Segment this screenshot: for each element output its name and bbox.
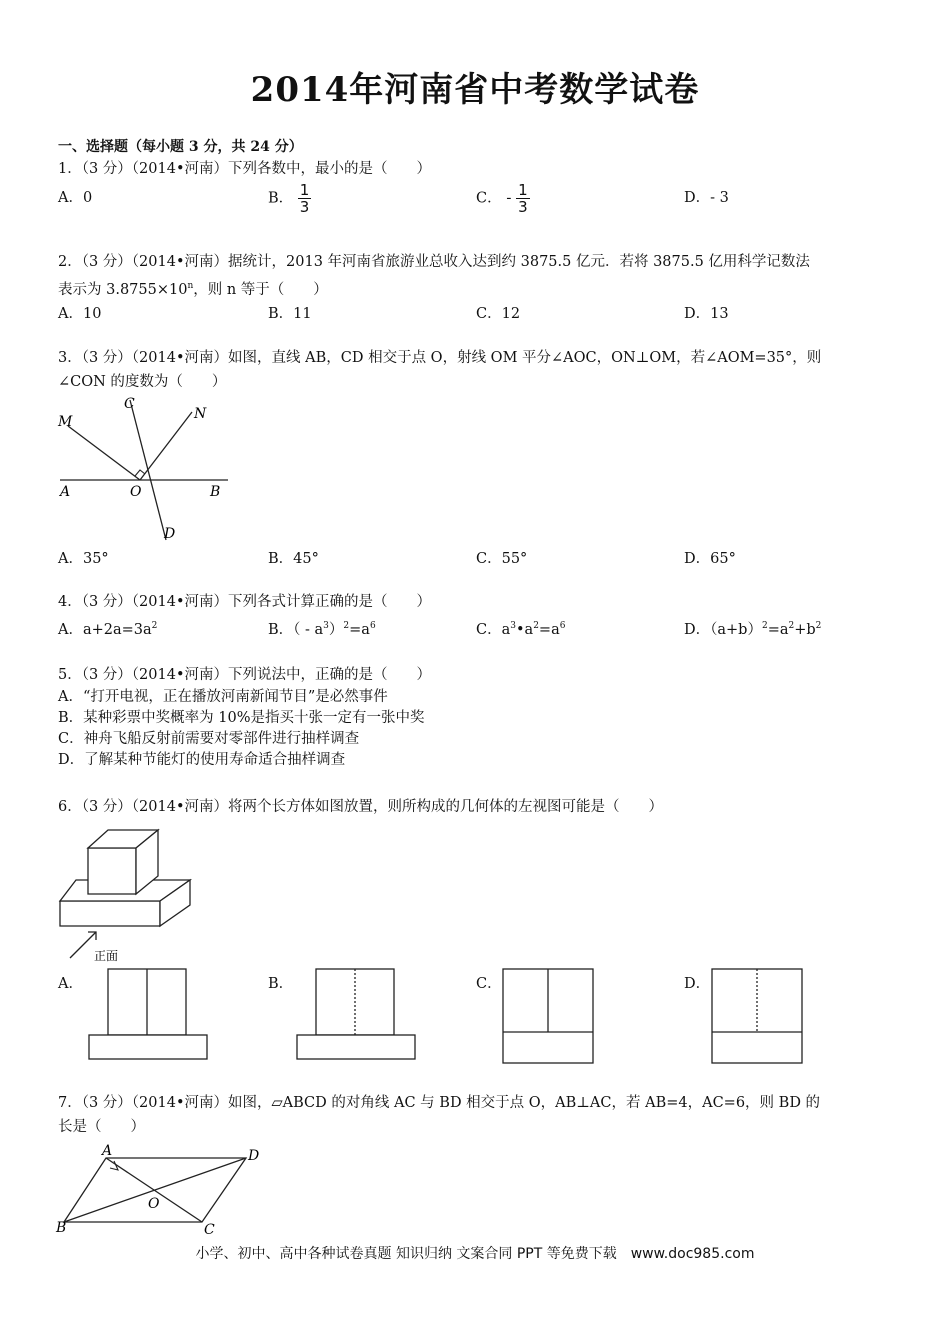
- q3-line2: ∠CON 的度数为（ ）: [58, 374, 227, 390]
- q1-c-num: 1: [518, 181, 528, 199]
- q4-c-pre: C．a: [476, 622, 511, 638]
- q3-option-c: C．55°: [476, 551, 528, 567]
- q6-option-b-label: B．: [268, 976, 294, 992]
- q1-c-label: C．: [476, 190, 502, 207]
- q1-c-den: 3: [518, 198, 528, 216]
- q7-line2: 长是（ ）: [58, 1119, 145, 1135]
- q6-option-b-figure: [294, 966, 418, 1062]
- q1-b-fraction: [298, 182, 312, 215]
- q4-c-sup1: 3: [510, 621, 516, 632]
- q2-line2: [58, 275, 328, 301]
- q4-a-sup: 2: [151, 621, 158, 632]
- q3-line1: 3．（3 分）（2014•河南）如图，直线 AB，CD 相交于点 O，射线 OM 平分∠AOC，ON⊥OM，若∠AOM=35°，则: [58, 350, 822, 366]
- q1-b-label: B．: [268, 190, 294, 207]
- front-view-label: 正面: [94, 949, 119, 963]
- label-d: D: [164, 526, 176, 542]
- q4-stem: 4．（3 分）（2014•河南）下列各式计算正确的是（ ）: [58, 594, 432, 610]
- q3-option-d: D．65°: [684, 551, 736, 567]
- q4-a-text: A．a+2a=3a: [58, 622, 152, 638]
- q2-line1: 2．（3 分）（2014•河南）据统计，2013 年河南省旅游业总收入达到约 3875.5 亿元．若将 3875.5 亿用科学记数法: [58, 254, 810, 270]
- label-d: D: [248, 1148, 260, 1164]
- label-c: C: [124, 396, 135, 412]
- label-a: A: [60, 484, 71, 500]
- q6-option-d-label: D．: [684, 976, 711, 992]
- q7-parallelogram-figure: [52, 1142, 272, 1236]
- label-b: B: [56, 1220, 67, 1236]
- q2-option-b: B．11: [268, 306, 312, 322]
- q6-stem: 6．（3 分）（2014•河南）将两个长方体如图放置，则所构成的几何体的左视图可能是（ ）: [58, 799, 664, 815]
- q1-option-b: [268, 182, 311, 215]
- q4-b-sup3: 6: [369, 621, 376, 632]
- q4-option-d: [684, 618, 821, 639]
- ray-on: [140, 412, 192, 480]
- q6-option-c-figure: [500, 966, 596, 1066]
- q6-option-a-label: A．: [58, 976, 83, 992]
- q3-angle-figure: [52, 392, 232, 548]
- q1-option-a: [58, 186, 92, 207]
- label-c: C: [204, 1222, 215, 1236]
- q5-option-c: C．神舟飞船反射前需要对零部件进行抽样调查: [58, 731, 360, 747]
- page-title: 2014年河南省中考数学试卷: [250, 70, 700, 110]
- q1-b-num: 1: [299, 181, 310, 199]
- q1-a-label: A．: [58, 190, 83, 206]
- q6-option-c-label: C．: [476, 976, 502, 992]
- label-a: A: [102, 1143, 113, 1159]
- q4-d-mid: =a: [767, 622, 789, 638]
- footer-watermark: 小学、初中、高中各种试卷真题 知识归纳 文案合同 PPT 等免费下载 www.doc985.com: [195, 1246, 755, 1262]
- q1-d-label: D．: [684, 190, 711, 206]
- q2-option-c: C．12: [476, 306, 521, 322]
- q2-option-d: D．13: [684, 306, 729, 322]
- label-n: N: [194, 406, 207, 422]
- q4-b-sup1: 3: [323, 621, 329, 632]
- q4-option-a: [58, 618, 157, 639]
- label-m: M: [58, 414, 73, 430]
- q4-c-mid: •a: [515, 622, 534, 638]
- q2-line2-pre: 表示为 3.8755×10: [58, 281, 188, 298]
- q1-d-value: - 3: [710, 190, 729, 206]
- q4-b-sup2: 2: [343, 621, 350, 632]
- q4-c-mid2: =a: [538, 622, 560, 638]
- q5-option-a: A．“打开电视，正在播放河南新闻节目”是必然事件: [58, 689, 388, 705]
- q4-d-sup1: 2: [761, 621, 768, 632]
- q1-option-d: [684, 186, 729, 207]
- q3-option-b: B．45°: [268, 551, 319, 567]
- q4-b-mid: ）: [328, 622, 344, 638]
- q3-option-a: A．35°: [58, 551, 109, 567]
- q1-a-value: 0: [82, 190, 93, 206]
- q4-b-pre: B．（ - a: [268, 622, 324, 638]
- q5-option-b: B．某种彩票中奖概率为 10%是指买十张一定有一张中奖: [58, 710, 425, 726]
- label-o: O: [130, 484, 142, 500]
- section-heading: 一、选择题（每小题 3 分，共 24 分）: [58, 139, 303, 155]
- q6-option-d-figure: [709, 966, 805, 1066]
- q4-d-sup2: 2: [788, 621, 795, 632]
- view-arrow: [70, 932, 96, 958]
- q4-option-c: [476, 618, 565, 639]
- q7-line1: 7．（3 分）（2014•河南）如图，▱ABCD 的对角线 AC 与 BD 相交于点 O，AB⊥AC，若 AB=4，AC=6，则 BD 的: [58, 1095, 821, 1111]
- q2-option-a: A．10: [58, 306, 102, 322]
- q2-line2-post: ，则 n 等于（ ）: [193, 281, 328, 298]
- q1-b-den: 3: [299, 198, 310, 216]
- label-b: B: [210, 484, 221, 500]
- q1-c-sign: -: [506, 190, 512, 207]
- ray-om: [68, 426, 140, 480]
- q4-d-sup3: 2: [815, 621, 822, 632]
- q5-option-d: D．了解某种节能灯的使用寿命适合抽样调查: [58, 752, 346, 768]
- q1-stem: 1．（3 分）（2014•河南）下列各数中，最小的是（ ）: [58, 161, 432, 177]
- q4-d-pre: D．（a+b）: [684, 622, 762, 638]
- q4-b-mid2: =a: [349, 622, 370, 638]
- q4-c-sup2: 2: [533, 621, 539, 632]
- q1-option-c: [476, 182, 530, 215]
- q6-option-a-figure: [86, 966, 210, 1062]
- q4-option-b: [268, 618, 376, 639]
- q4-c-sup3: 6: [559, 621, 566, 632]
- diagonal-bd: [64, 1158, 246, 1222]
- q4-d-mid2: +b: [794, 622, 816, 638]
- label-o: O: [148, 1196, 160, 1212]
- q2-exponent: n: [187, 281, 194, 291]
- q5-stem: 5．（3 分）（2014•河南）下列说法中，正确的是（ ）: [58, 667, 432, 683]
- q6-solid-figure: [56, 824, 196, 966]
- q1-c-fraction: [516, 182, 530, 215]
